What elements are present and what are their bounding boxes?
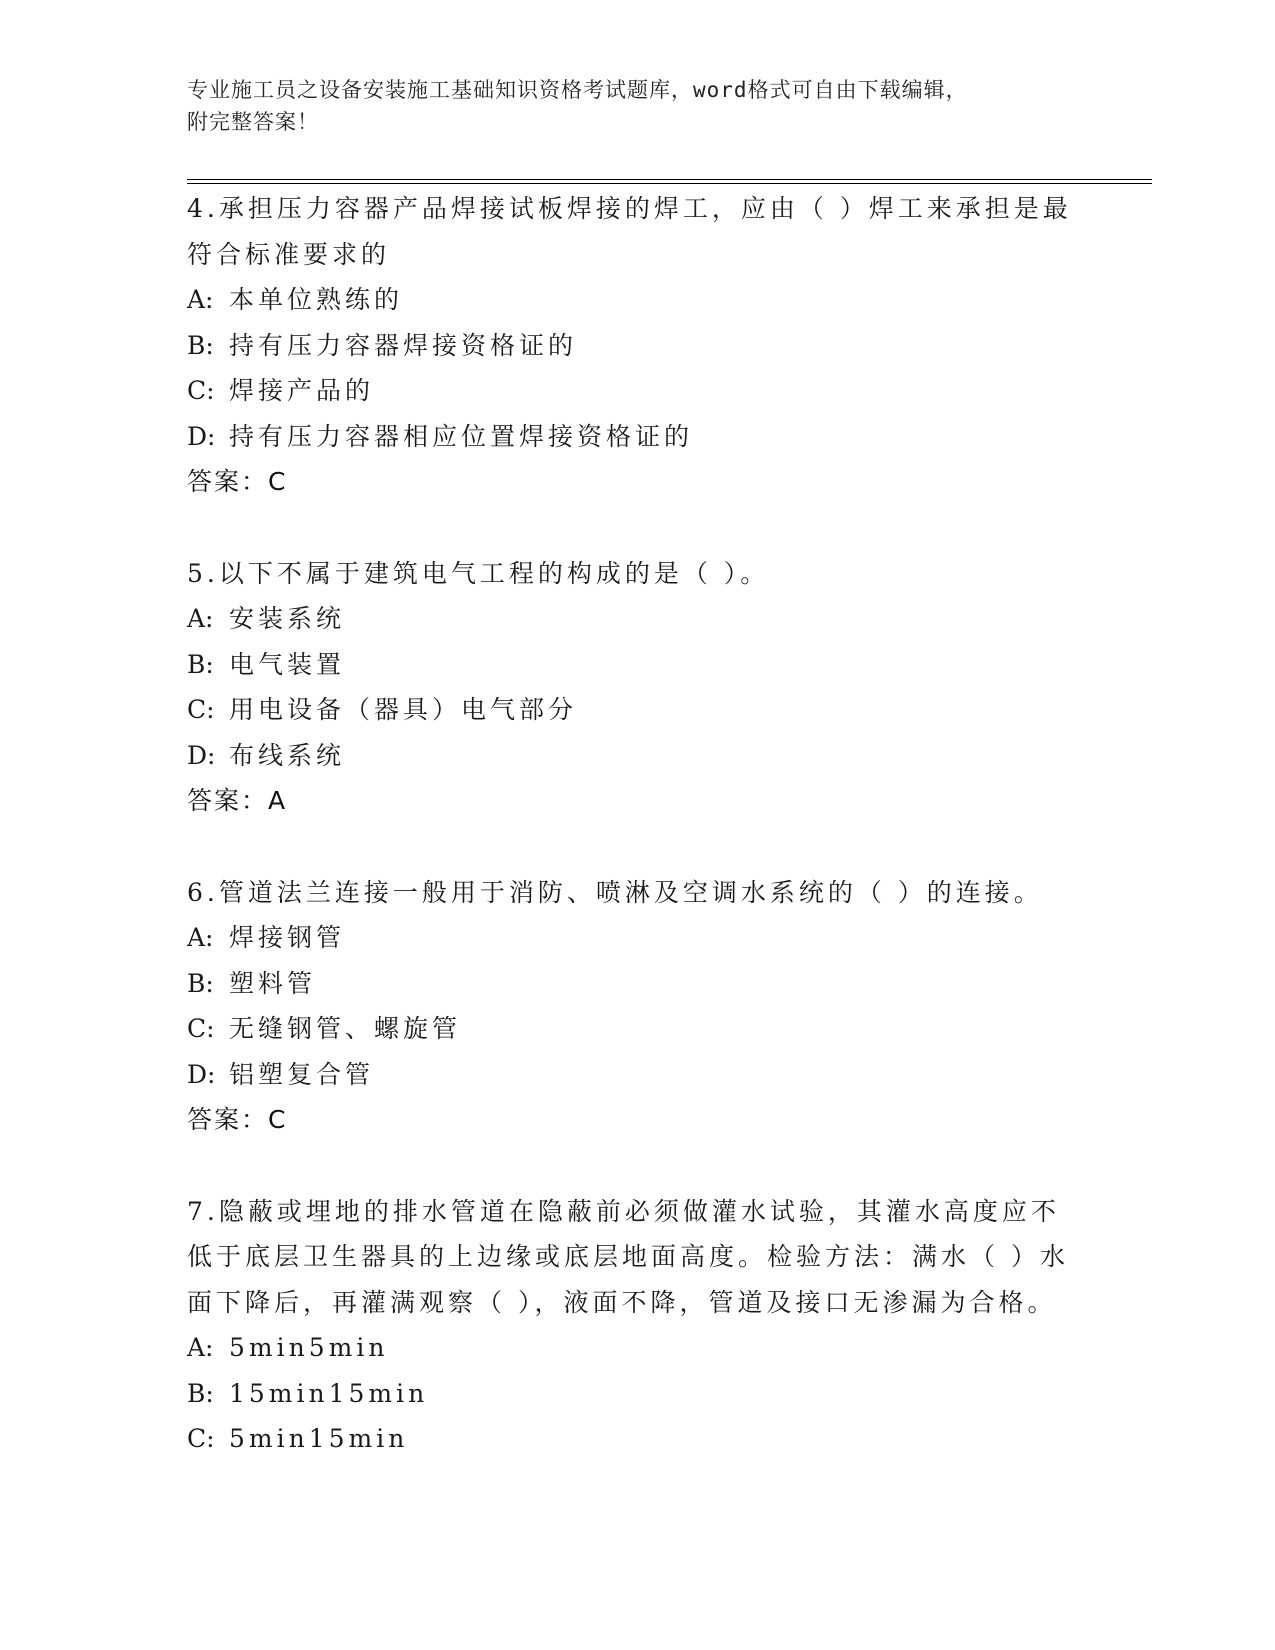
question-stem [187, 870, 1087, 916]
question-6 [187, 870, 1087, 1143]
option-label: C: [187, 1424, 215, 1453]
option-text: 布线系统 [229, 740, 346, 770]
header-line-1: 专业施工员之设备安装施工基础知识资格考试题库，word格式可自由下载编辑， [187, 78, 968, 102]
header-divider-bottom [187, 183, 1152, 184]
option-label: A: [187, 923, 214, 952]
option-text: 用电设备（器具）电气部分 [229, 695, 578, 724]
option-b [187, 323, 1087, 369]
option-label: D: [187, 740, 216, 770]
document-header [187, 74, 1067, 138]
option-label: C: [187, 1014, 215, 1043]
option-label: B: [187, 330, 214, 360]
header-line-2: 附完整答案！ [187, 110, 319, 134]
answer: 答案：C [187, 467, 288, 496]
option-text: 5min5min [229, 1333, 389, 1362]
option-d [187, 1052, 1087, 1098]
header-divider-top [187, 179, 1152, 180]
option-b [187, 1371, 1087, 1417]
option-d [187, 414, 1087, 460]
option-a [187, 1325, 1087, 1371]
question-spacer [187, 1143, 1087, 1189]
option-text: 电气装置 [229, 649, 346, 679]
question-stem-line: 6.管道法兰连接一般用于消防、喷淋及空调水系统的（ ）的连接。 [187, 877, 1043, 907]
question-stem-line: 7.隐蔽或埋地的排水管道在隐蔽前必须做灌水试验，其灌水高度应不 [187, 1196, 1060, 1226]
option-text: 5min15min [229, 1424, 409, 1453]
option-c [187, 368, 1087, 414]
question-7 [187, 1189, 1087, 1462]
question-stem-line: 符合标准要求的 [187, 239, 391, 269]
option-label: A: [187, 285, 214, 314]
question-spacer [187, 824, 1087, 870]
option-text: 焊接产品的 [229, 376, 375, 405]
option-label: D: [187, 1059, 216, 1089]
option-label: B: [187, 649, 214, 679]
option-label: B: [187, 1378, 214, 1408]
option-text: 持有压力容器焊接资格证的 [229, 330, 578, 360]
question-stem [187, 186, 1087, 277]
option-label: B: [187, 968, 214, 998]
option-text: 铝塑复合管 [229, 1059, 375, 1089]
option-c [187, 1416, 1087, 1462]
answer: 答案：A [187, 786, 288, 815]
option-text: 焊接钢管 [229, 923, 346, 952]
option-text: 本单位熟练的 [229, 285, 404, 314]
option-label: D: [187, 421, 216, 451]
question-spacer [187, 505, 1087, 551]
question-5 [187, 551, 1087, 824]
question-stem-line: 低于底层卫生器具的上边缘或底层地面高度。检验方法：满水（ ）水 [187, 1242, 1069, 1271]
answer: 答案：C [187, 1105, 288, 1134]
option-b [187, 961, 1087, 1007]
option-text: 塑料管 [229, 968, 317, 998]
option-a [187, 915, 1087, 961]
question-4 [187, 186, 1087, 505]
option-text: 15min15min [229, 1378, 429, 1408]
option-label: A: [187, 604, 214, 633]
question-stem-line: 5.以下不属于建筑电气工程的构成的是（ ）。 [187, 558, 770, 588]
option-a [187, 596, 1087, 642]
question-stem [187, 1189, 1087, 1326]
option-label: C: [187, 376, 215, 405]
option-label: C: [187, 695, 215, 724]
option-text: 无缝钢管、螺旋管 [229, 1014, 462, 1043]
option-b [187, 642, 1087, 688]
option-text: 持有压力容器相应位置焊接资格证的 [229, 421, 694, 451]
option-label: A: [187, 1333, 214, 1362]
option-d [187, 733, 1087, 779]
question-stem-line: 4.承担压力容器产品焊接试板焊接的焊工，应由（ ）焊工来承担是最 [187, 194, 1072, 223]
option-a [187, 277, 1087, 323]
question-stem [187, 551, 1087, 597]
question-stem-line: 面下降后，再灌满观察（ ），液面不降，管道及接口无渗漏为合格。 [187, 1287, 1057, 1317]
option-c [187, 687, 1087, 733]
option-text: 安装系统 [229, 604, 346, 633]
question-list [187, 186, 1087, 1462]
option-c [187, 1006, 1087, 1052]
